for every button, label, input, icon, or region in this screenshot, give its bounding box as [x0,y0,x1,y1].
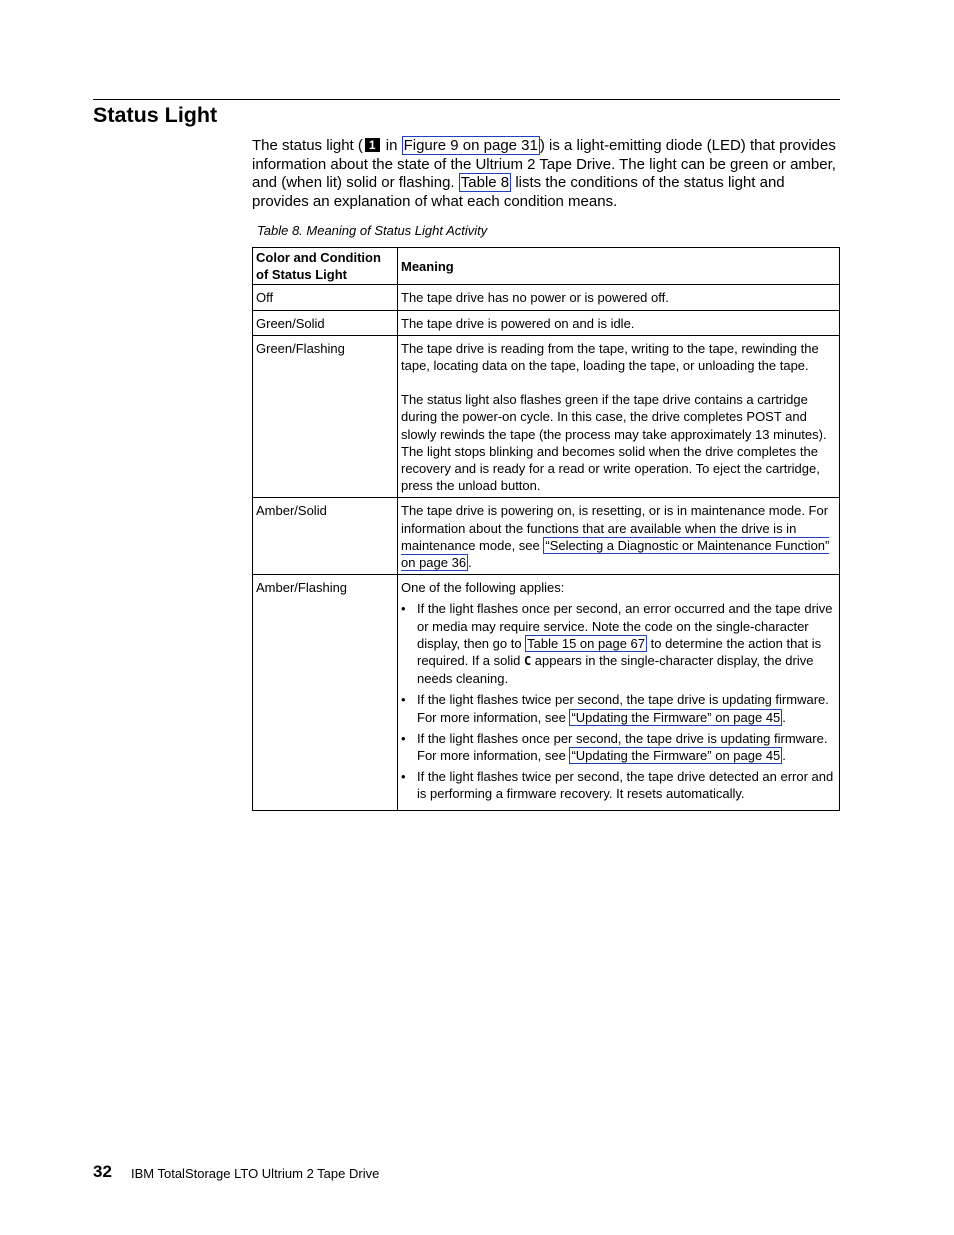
list-item [401,600,836,687]
list-item-text: . [782,748,786,764]
list-item-text: If the light flashes once per second, an error occurred and the tape drive or media may require service. Note the code on the single-character display, then go to [417,601,833,651]
intro-text-2: in [381,137,402,154]
list-item-text: If the light flashes once per second, the tape drive is updating firmware. For more information, see [417,730,828,764]
table-row [253,335,840,498]
meaning-lead: One of the following applies: [401,580,565,596]
intro-text-1: The status light ( [252,137,363,154]
list-item-text: appears in the single-character display, the drive needs cleaning. [417,653,814,687]
table-row [253,310,840,335]
meaning-paragraph: The status light also flashes green if the tape drive contains a cartridge during the power-on cycle. In this case, the drive completes POST and slowly rewinds the tape (the process may take approximately 13 minutes). The light stops blinking and becomes solid when the drive completes the recovery and is ready for a read or write operation. To eject the cartridge, press the unload button. [401,392,827,494]
meaning-cell: The tape drive is powered on and is idle. [398,310,840,335]
figure-9-link[interactable]: Figure 9 on page 31 [403,137,538,154]
table-row [253,498,840,575]
condition-cell: Off [253,285,398,310]
updating-firmware-link[interactable]: “Updating the Firmware” on page 45 [571,709,781,725]
header-condition: Color and Condition of Status Light [253,248,398,285]
callout-marker: 1 [365,138,380,152]
display-code: C [523,654,532,669]
meaning-cell [398,575,840,810]
condition-cell: Amber/Flashing [253,575,398,810]
diagnostic-function-link[interactable]: “Selecting a Diagnostic or Maintenance Function” on page 36 [401,537,830,571]
table-row [253,285,840,310]
page-number: 32 [93,1162,112,1181]
meaning-paragraph: The tape drive is reading from the tape, writing to the tape, rewinding the tape, locating data on the tape, loading the tape, or unloading the tape. [401,340,819,374]
meaning-cell [398,335,840,498]
intro-text-4: lists the conditions of the status light and provides an explanation of what each condition means. [252,174,785,211]
meaning-text-end: . [468,555,472,571]
condition-cell: Green/Flashing [253,335,398,498]
table-8-link[interactable]: Table 8 [460,174,510,192]
list-item-text: If the light flashes twice per second, the tape drive is updating firmware. For more information, see [417,692,829,725]
meaning-cell [398,498,840,575]
header-meaning: Meaning [398,248,840,285]
list-item-text: . [782,709,786,725]
list-item [401,730,836,764]
table-15-link[interactable]: Table 15 on page 67 [527,635,645,651]
status-light-table [252,247,840,811]
table-header-row [253,248,840,285]
meaning-text: The tape drive is powering on, is resetting, or is in maintenance mode. For information about the functions that are available when the drive is in maintenance mode, see [401,503,829,553]
book-title: IBM TotalStorage LTO Ultrium 2 Tape Drive [131,1166,380,1181]
table-row [253,575,840,810]
condition-list [401,600,836,802]
intro-paragraph [252,137,840,212]
section-top-rule [93,99,840,100]
section-title: Status Light [93,103,218,127]
list-item-text: to determine the action that is required. If a solid [417,635,822,669]
updating-firmware-link[interactable]: “Updating the Firmware” on page 45 [571,748,781,764]
intro-text-3: ) is a light-emitting diode (LED) that provides information about the state of the Ultrium 2 Tape Drive. The light can be green or amber, and (when lit) solid or flashing. [252,137,836,192]
meaning-cell: The tape drive has no power or is powered off. [398,285,840,310]
condition-cell: Amber/Solid [253,498,398,575]
table-caption: Table 8. Meaning of Status Light Activity [257,223,488,238]
list-item: • If the light flashes twice per second, the tape drive detected an error and is performing a firmware recovery. It resets automatically. [401,768,836,802]
list-item [401,691,836,725]
condition-cell: Green/Solid [253,310,398,335]
